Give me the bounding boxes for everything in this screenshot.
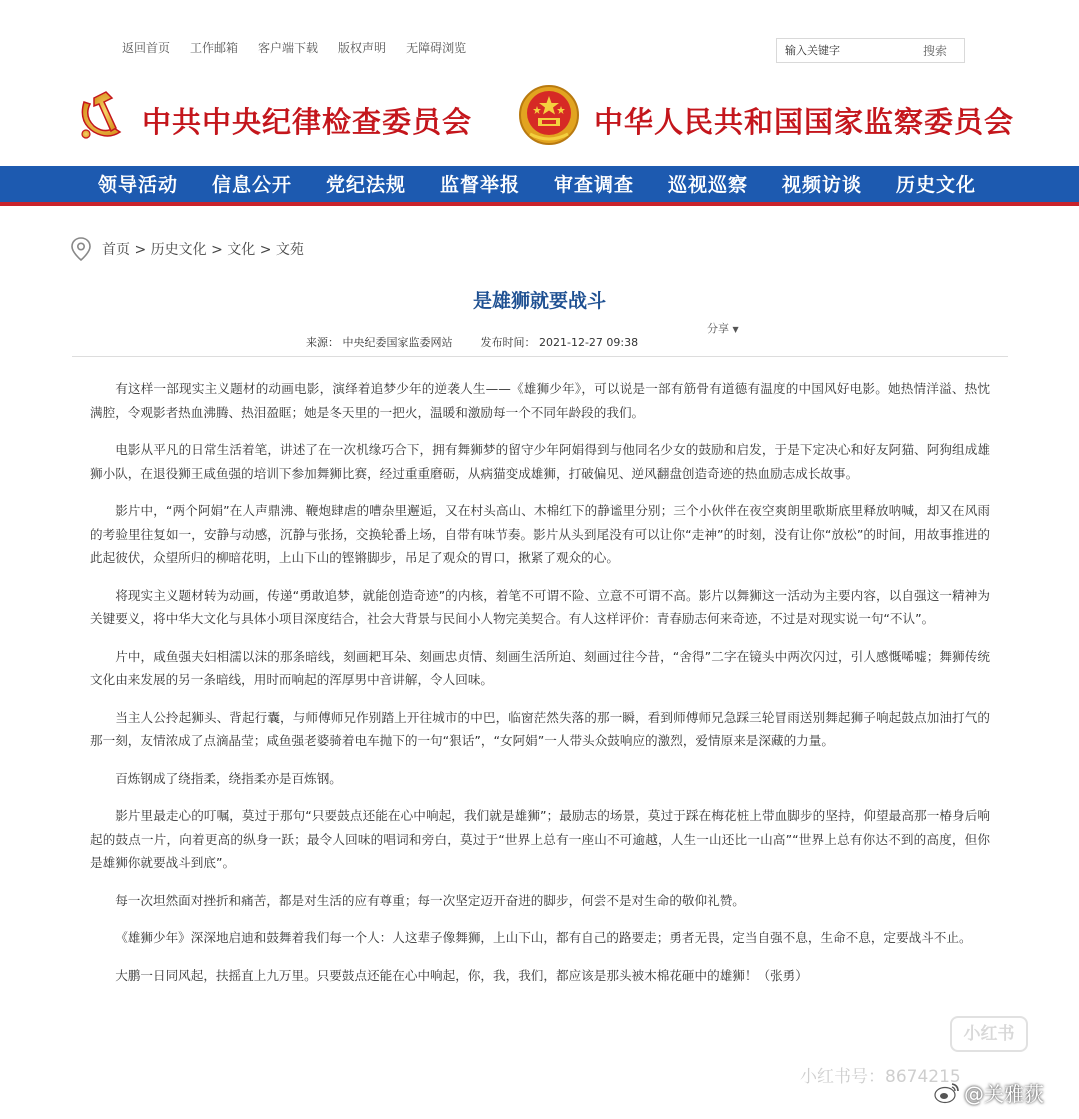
share-label: 分享 bbox=[707, 322, 729, 335]
paragraph: 片中，咸鱼强夫妇相濡以沫的那条暗线，刻画耙耳朵、刻画忠贞情、刻画生活所迫、刻画过往今昔，“舍得”二字在镜头中两次闪过，引人感慨唏嘘；舞狮传统文化由来发展的另一条暗线，用时而响起的浑厚男中音讲解，令人回味。 bbox=[90, 648, 990, 687]
paragraph: 当主人公拎起狮头、背起行囊，与师傅师兄作别踏上开往城市的中巴，临窗茫然失落的那一瞬，看到师傅师兄急踩三轮冒雨送别舞起狮子响起鼓点加油打气的那一刻，友情浓成了点滴晶莹；咸鱼强老婆骑着电车抛下的一句“狠话”，“女阿娟”一人带头众鼓响应的激烈，爱情原来是深藏的力量。 bbox=[90, 709, 990, 748]
paragraph: 影片里最走心的叮嘱，莫过于那句“只要鼓点还能在心中响起，我们就是雄狮”；最励志的场景，莫过于踩在梅花桩上带血脚步的坚持，仰望最高那一椿身后响起的鼓点一片，向着更高的纵身一跃；最令人回味的唱词和旁白，莫过于“世界上总有一座山不可逾越，人生一山还比一山高”“世界上总有你达不到的高度，但你是雄狮你就要战斗到底”。 bbox=[90, 808, 990, 870]
paragraph: 影片中，“两个阿娟”在人声鼎沸、鞭炮肆虐的嘈杂里邂逅，又在村头高山、木棉红下的静谧里分别；三个小伙伴在夜空爽朗里歌斯底里释放呐喊，却又在风雨的考验里往复如一，安静与动感，沉静与张扬，交换轮番上场，自带有味节奏。影片从头到尾没有可以让你“走神”的时刻，没有让你“放松”的时间，用故事推进的此起彼伏，众望所归的柳暗花明，上山下山的铿锵脚步，吊足了观众的胃口，揪紧了观众的心。 bbox=[90, 503, 990, 565]
main-nav bbox=[0, 166, 1079, 206]
article-body bbox=[90, 377, 990, 1001]
article-title: 是雄狮就要战斗 bbox=[472, 290, 606, 312]
divider bbox=[72, 356, 1008, 357]
top-links bbox=[122, 39, 466, 56]
paragraph: 将现实主义题材转为动画，传递“勇敢追梦，就能创造奇迹”的内核，着笔不可谓不险、立意不可谓不高。影片以舞狮这一活动为主要内容，以自强这一精神为关键要义，将中华大文化与具体小项目深度结合，社会大背景与民间小人物完美契合。有人这样评价：青春励志何来奇迹，不过是对现实说一句“不认”。 bbox=[90, 587, 990, 626]
search-button[interactable]: 搜索 bbox=[923, 44, 948, 58]
share-button[interactable] bbox=[707, 320, 739, 336]
org-title-ncs: 中华人民共和国国家监察委员会 bbox=[594, 105, 1015, 139]
location-pin-icon bbox=[70, 236, 92, 262]
paragraph: 有这样一部现实主义题材的动画电影，演绎着追梦少年的逆袭人生——《雄狮少年》，可以说是一部有筋骨有道德有温度的中国风好电影。她热情洋溢、热忱满腔，令观影者热血沸腾、热泪盈眶；她是冬天里的一把火，温暖和激励每一个不同年龄段的我们。 bbox=[90, 381, 990, 420]
weibo-watermark bbox=[934, 1078, 1044, 1107]
top-link-copyright[interactable]: 版权声明 bbox=[338, 41, 387, 55]
nav-item-history-culture[interactable]: 历史文化 bbox=[896, 174, 977, 196]
paragraph: 《雄狮少年》深深地启迪和鼓舞着我们每一个人：人这辈子像舞狮，上山下山，都有自己的路要走；勇者无畏，定当自强不息，生命不息，定要战斗不止。 bbox=[115, 930, 972, 945]
org-title-ccdi: 中共中央纪律检查委员会 bbox=[142, 105, 473, 139]
paragraph: 大鹏一日同风起，扶摇直上九万里。只要鼓点还能在心中响起，你，我，我们，都应该是那头被木棉花砸中的雄狮！（张勇） bbox=[115, 967, 808, 983]
site-header bbox=[0, 80, 1079, 160]
nav-item-leadership[interactable]: 领导活动 bbox=[98, 174, 179, 196]
article-time: 发布时间： 2021-12-27 09:38 bbox=[480, 336, 639, 349]
top-link-client-download[interactable]: 客户端下载 bbox=[258, 41, 319, 55]
party-emblem-icon bbox=[74, 88, 128, 142]
weibo-icon bbox=[934, 1082, 960, 1104]
xiaohongshu-watermark-id: 小红书号：8674215 bbox=[800, 1067, 961, 1087]
weibo-watermark-text: @关雅荻 bbox=[964, 1082, 1044, 1106]
top-link-accessibility[interactable]: 无障碍浏览 bbox=[406, 41, 467, 55]
nav-item-inspection[interactable]: 巡视巡察 bbox=[668, 174, 749, 196]
paragraph: 百炼钢成了绕指柔，绕指柔亦是百炼钢。 bbox=[115, 770, 342, 786]
search-box bbox=[776, 38, 965, 63]
nav-item-video[interactable]: 视频访谈 bbox=[782, 174, 863, 196]
nav-item-regulations[interactable]: 党纪法规 bbox=[326, 174, 407, 196]
top-link-home[interactable]: 返回首页 bbox=[122, 41, 171, 55]
article-source: 来源： 中央纪委国家监委网站 bbox=[306, 336, 453, 349]
top-link-email[interactable]: 工作邮箱 bbox=[190, 41, 239, 55]
article-meta bbox=[306, 334, 638, 350]
paragraph: 每一次坦然面对挫折和痛苦，都是对生活的应有尊重；每一次坚定迈开奋进的脚步，何尝不是对生命的敬仰礼赞。 bbox=[115, 892, 745, 908]
chevron-down-icon: ▼ bbox=[732, 325, 739, 334]
search-input[interactable] bbox=[777, 40, 917, 62]
nav-item-report[interactable]: 监督举报 bbox=[440, 174, 521, 196]
breadcrumb-path[interactable]: 首页 > 历史文化 > 文化 > 文苑 bbox=[102, 242, 304, 258]
national-emblem-icon bbox=[518, 84, 580, 146]
breadcrumb bbox=[70, 236, 304, 262]
paragraph: 电影从平凡的日常生活着笔，讲述了在一次机缘巧合下，拥有舞狮梦的留守少年阿娟得到与他同名少女的鼓励和启发，于是下定决心和好友阿猫、阿狗组成雄狮小队，在退役狮王咸鱼强的培训下参加舞狮比赛，经过重重磨砺，从病猫变成雄狮，打破偏见、逆风翻盘创造奇迹的热血励志成长故事。 bbox=[90, 442, 990, 481]
xiaohongshu-watermark-logo: 小红书 bbox=[950, 1016, 1028, 1052]
nav-item-investigation[interactable]: 审查调查 bbox=[554, 174, 635, 196]
nav-item-info-disclosure[interactable]: 信息公开 bbox=[212, 174, 293, 196]
